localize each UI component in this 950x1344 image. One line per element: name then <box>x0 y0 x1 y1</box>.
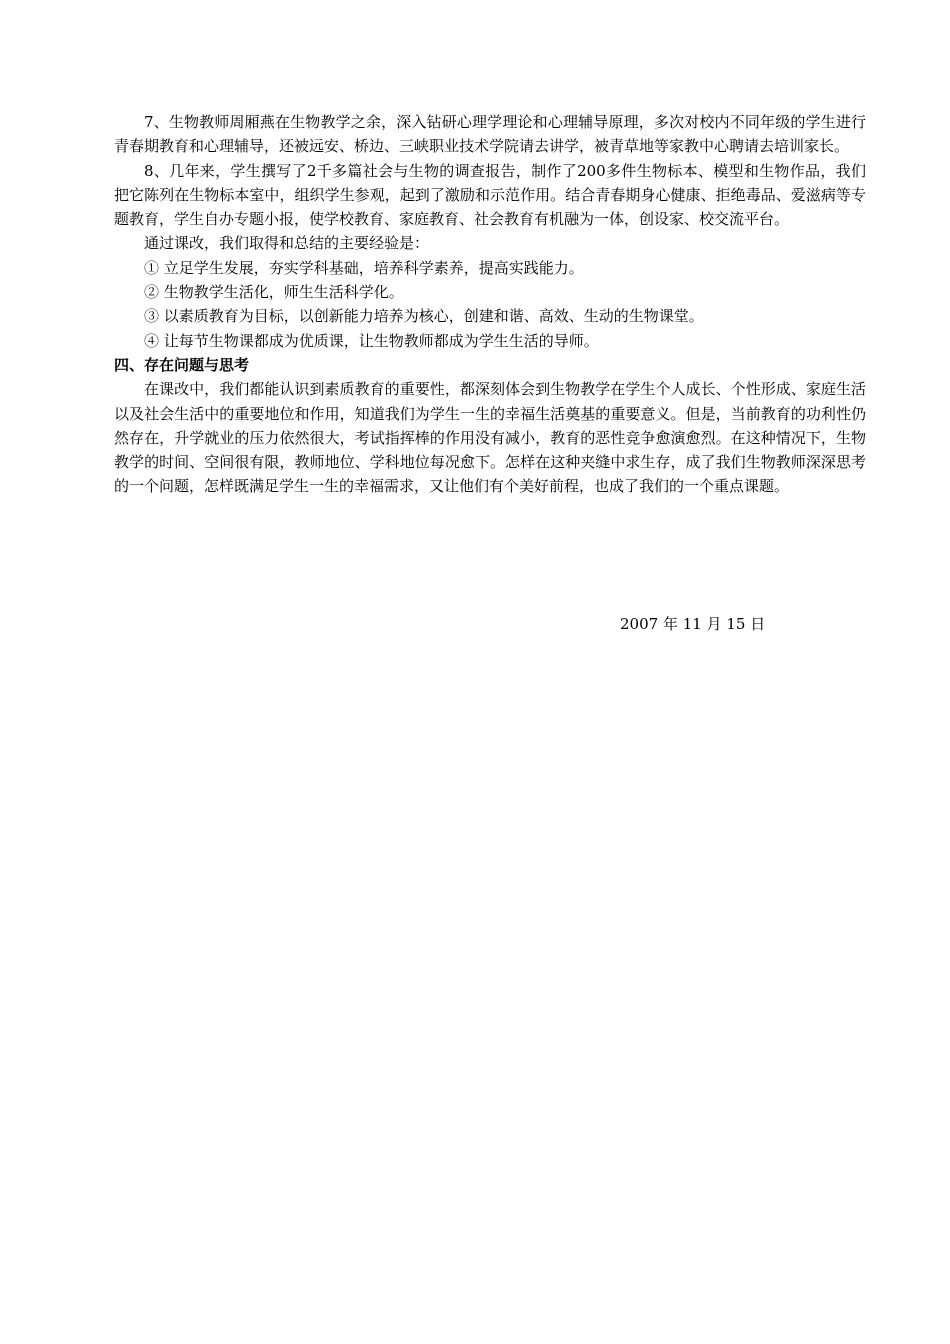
experience-intro: 通过课改，我们取得和总结的主要经验是： <box>144 234 430 253</box>
paragraph-item-8: 8、几年来，学生撰写了2千多篇社会与生物的调查报告，制作了200多件生物标本、模型和生物作品，我们把它陈列在生物标本室中，组织学生参观，起到了激励和示范作用。结合青春期身心健康、拒绝毒品、爱滋病等专题教育，学生自办专题小报，使学校教育、家庭教育、社会教育有机融为一体，创设家、校交流平台。 <box>114 161 866 229</box>
document-body <box>114 110 866 499</box>
experience-item-3: ③ 以素质教育为目标，以创新能力培养为核心，创建和谐、高效、生动的生物课堂。 <box>144 307 704 326</box>
experience-item-1: ① 立足学生发展，夯实学科基础，培养科学素养，提高实践能力。 <box>144 258 584 277</box>
paragraph-item-7: 7、生物教师周厢燕在生物教学之余，深入钻研心理学理论和心理辅导原理，多次对校内不同年级的学生进行青春期教育和心理辅导，还被远安、桥边、三峡职业技术学院请去讲学，被青草地等家教中心聘请去培训家长。 <box>114 113 866 156</box>
experience-item-4: ④ 让每节生物课都成为优质课，让生物教师都成为学生生活的导师。 <box>144 331 599 350</box>
experience-item-2: ② 生物教学生活化，师生生活科学化。 <box>144 283 404 302</box>
document-date: 2007 年 11 月 15 日 <box>620 615 766 633</box>
closing-paragraph: 在课改中，我们都能认识到素质教育的重要性，都深刻体会到生物教学在学生个人成长、个性形成、家庭生活以及社会生活中的重要地位和作用，知道我们为学生一生的幸福生活奠基的重要意义。但是，当前教育的功利性仍然存在，升学就业的压力依然很大，考试指挥棒的作用没有减小，教育的恶性竞争愈演愈烈。在这种情况下，生物教学的时间、空间很有限，教师地位、学科地位每况愈下。怎样在这种夹缝中求生存，成了我们生物教师深深思考的一个问题，怎样既满足学生一生的幸福需求，又让他们有个美好前程，也成了我们的一个重点课题。 <box>114 380 866 496</box>
section-heading: 四、存在问题与思考 <box>114 355 250 374</box>
